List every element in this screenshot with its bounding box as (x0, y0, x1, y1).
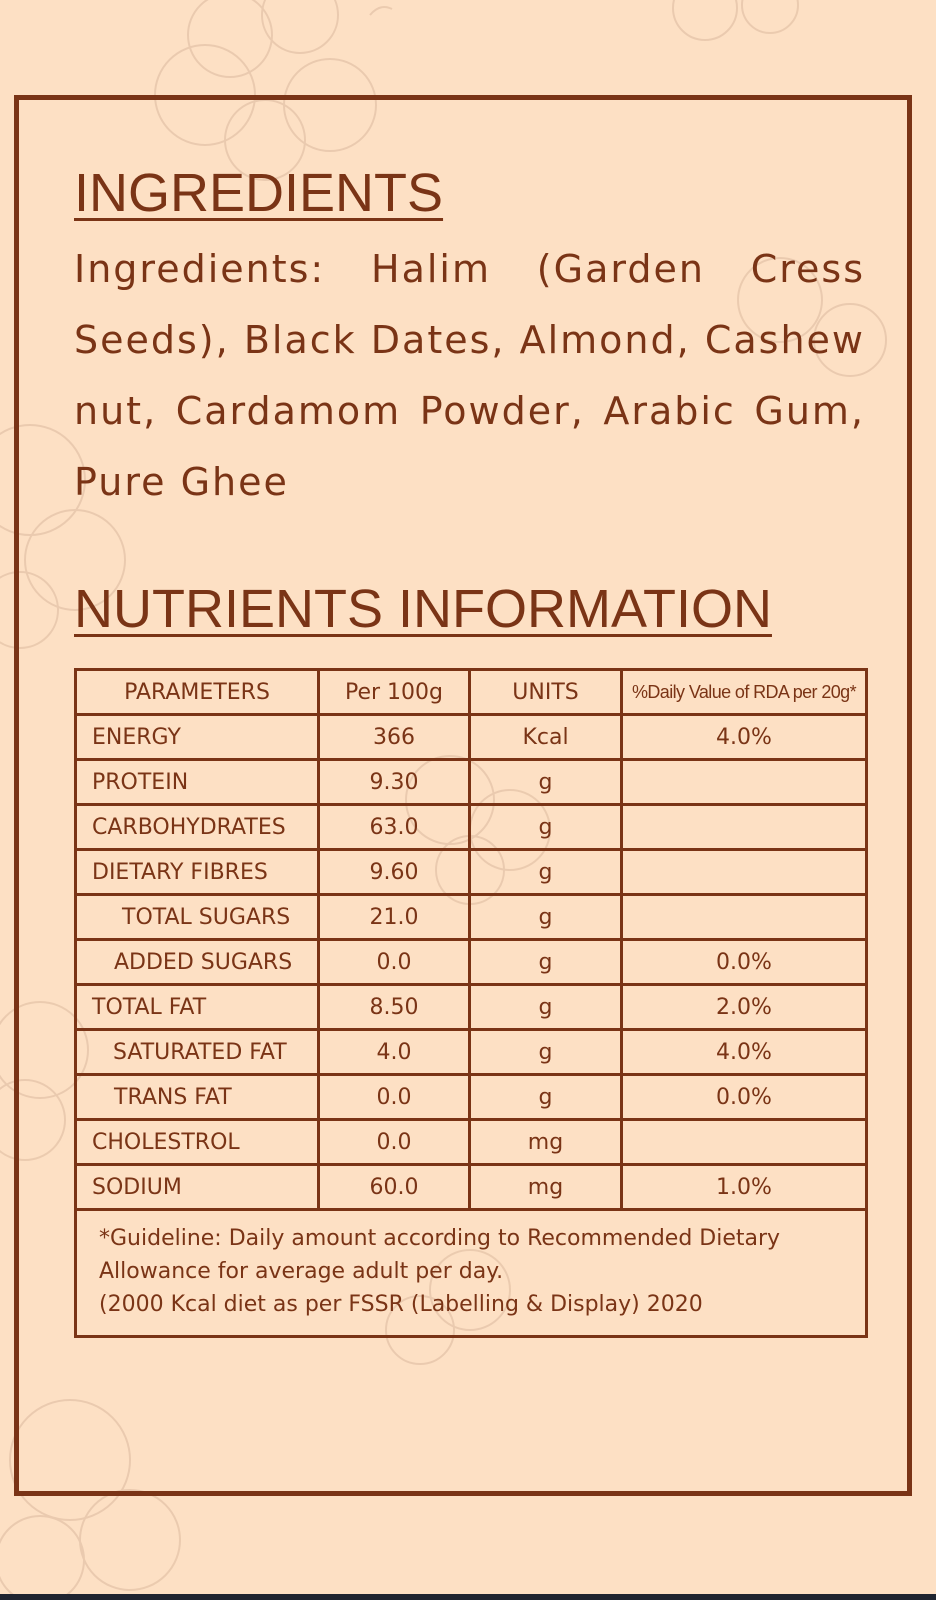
param-cell: ENERGY (76, 715, 319, 760)
table-row (76, 1120, 867, 1165)
unit-cell: g (470, 940, 622, 985)
param-cell: TOTAL SUGARS (76, 895, 319, 940)
guideline-row (76, 1210, 867, 1337)
per-100g-cell: 8.50 (319, 985, 470, 1030)
table-row (76, 715, 867, 760)
rda-cell (622, 850, 867, 895)
unit-cell: g (470, 805, 622, 850)
table-row (76, 805, 867, 850)
rda-cell (622, 895, 867, 940)
rda-cell: 4.0% (622, 1030, 867, 1075)
unit-cell: g (470, 895, 622, 940)
table-row (76, 1165, 867, 1210)
table-row (76, 760, 867, 805)
rda-cell (622, 1120, 867, 1165)
rda-cell: 0.0% (622, 1075, 867, 1120)
param-cell: DIETARY FIBRES (76, 850, 319, 895)
rda-cell: 0.0% (622, 940, 867, 985)
label-frame (14, 95, 912, 1496)
param-cell: CHOLESTROL (76, 1120, 319, 1165)
per-100g-cell: 63.0 (319, 805, 470, 850)
unit-cell: g (470, 1075, 622, 1120)
table-row (76, 850, 867, 895)
param-cell: TRANS FAT (76, 1075, 319, 1120)
per-100g-cell: 21.0 (319, 895, 470, 940)
rda-cell (622, 760, 867, 805)
unit-cell: Kcal (470, 715, 622, 760)
header-units: UNITS (470, 670, 622, 715)
bottom-strip (0, 1594, 936, 1600)
per-100g-cell: 366 (319, 715, 470, 760)
per-100g-cell: 9.30 (319, 760, 470, 805)
table-row (76, 895, 867, 940)
table-row (76, 1075, 867, 1120)
param-cell: CARBOHYDRATES (76, 805, 319, 850)
guideline-line-2: Allowance for average adult per day. (99, 1259, 504, 1284)
unit-cell: g (470, 985, 622, 1030)
nutrition-table (74, 668, 868, 1338)
per-100g-cell: 0.0 (319, 1075, 470, 1120)
unit-cell: mg (470, 1120, 622, 1165)
param-cell: SODIUM (76, 1165, 319, 1210)
header-per-100g: Per 100g (319, 670, 470, 715)
guideline-line-3: (2000 Kcal diet as per FSSR (Labelling & Display) 2020 (99, 1292, 703, 1317)
per-100g-cell: 60.0 (319, 1165, 470, 1210)
table-row (76, 940, 867, 985)
header-daily-value: %Daily Value of RDA per 20g* (622, 670, 867, 715)
unit-cell: g (470, 760, 622, 805)
nutrients-title: NUTRIENTS INFORMATION (74, 579, 772, 639)
per-100g-cell: 9.60 (319, 850, 470, 895)
per-100g-cell: 0.0 (319, 1120, 470, 1165)
param-cell: ADDED SUGARS (76, 940, 319, 985)
header-parameters: PARAMETERS (76, 670, 319, 715)
rda-cell (622, 805, 867, 850)
guideline-note (76, 1210, 867, 1337)
rda-cell: 1.0% (622, 1165, 867, 1210)
ingredients-title: INGREDIENTS (74, 163, 444, 223)
per-100g-cell: 0.0 (319, 940, 470, 985)
unit-cell: g (470, 850, 622, 895)
param-cell: SATURATED FAT (76, 1030, 319, 1075)
param-cell: TOTAL FAT (76, 985, 319, 1030)
per-100g-cell: 4.0 (319, 1030, 470, 1075)
ingredients-text: Ingredients: Halim (Garden Cress Seeds), Black Dates, Almond, Cashew nut, Cardamom Powder, Arabic Gum, Pure Ghee (74, 247, 865, 504)
unit-cell: g (470, 1030, 622, 1075)
rda-cell: 4.0% (622, 715, 867, 760)
table-row (76, 1030, 867, 1075)
param-cell: PROTEIN (76, 760, 319, 805)
guideline-line-1: *Guideline: Daily amount according to Recommended Dietary (99, 1226, 781, 1251)
table-row (76, 985, 867, 1030)
table-header-row (76, 670, 867, 715)
rda-cell: 2.0% (622, 985, 867, 1030)
unit-cell: mg (470, 1165, 622, 1210)
